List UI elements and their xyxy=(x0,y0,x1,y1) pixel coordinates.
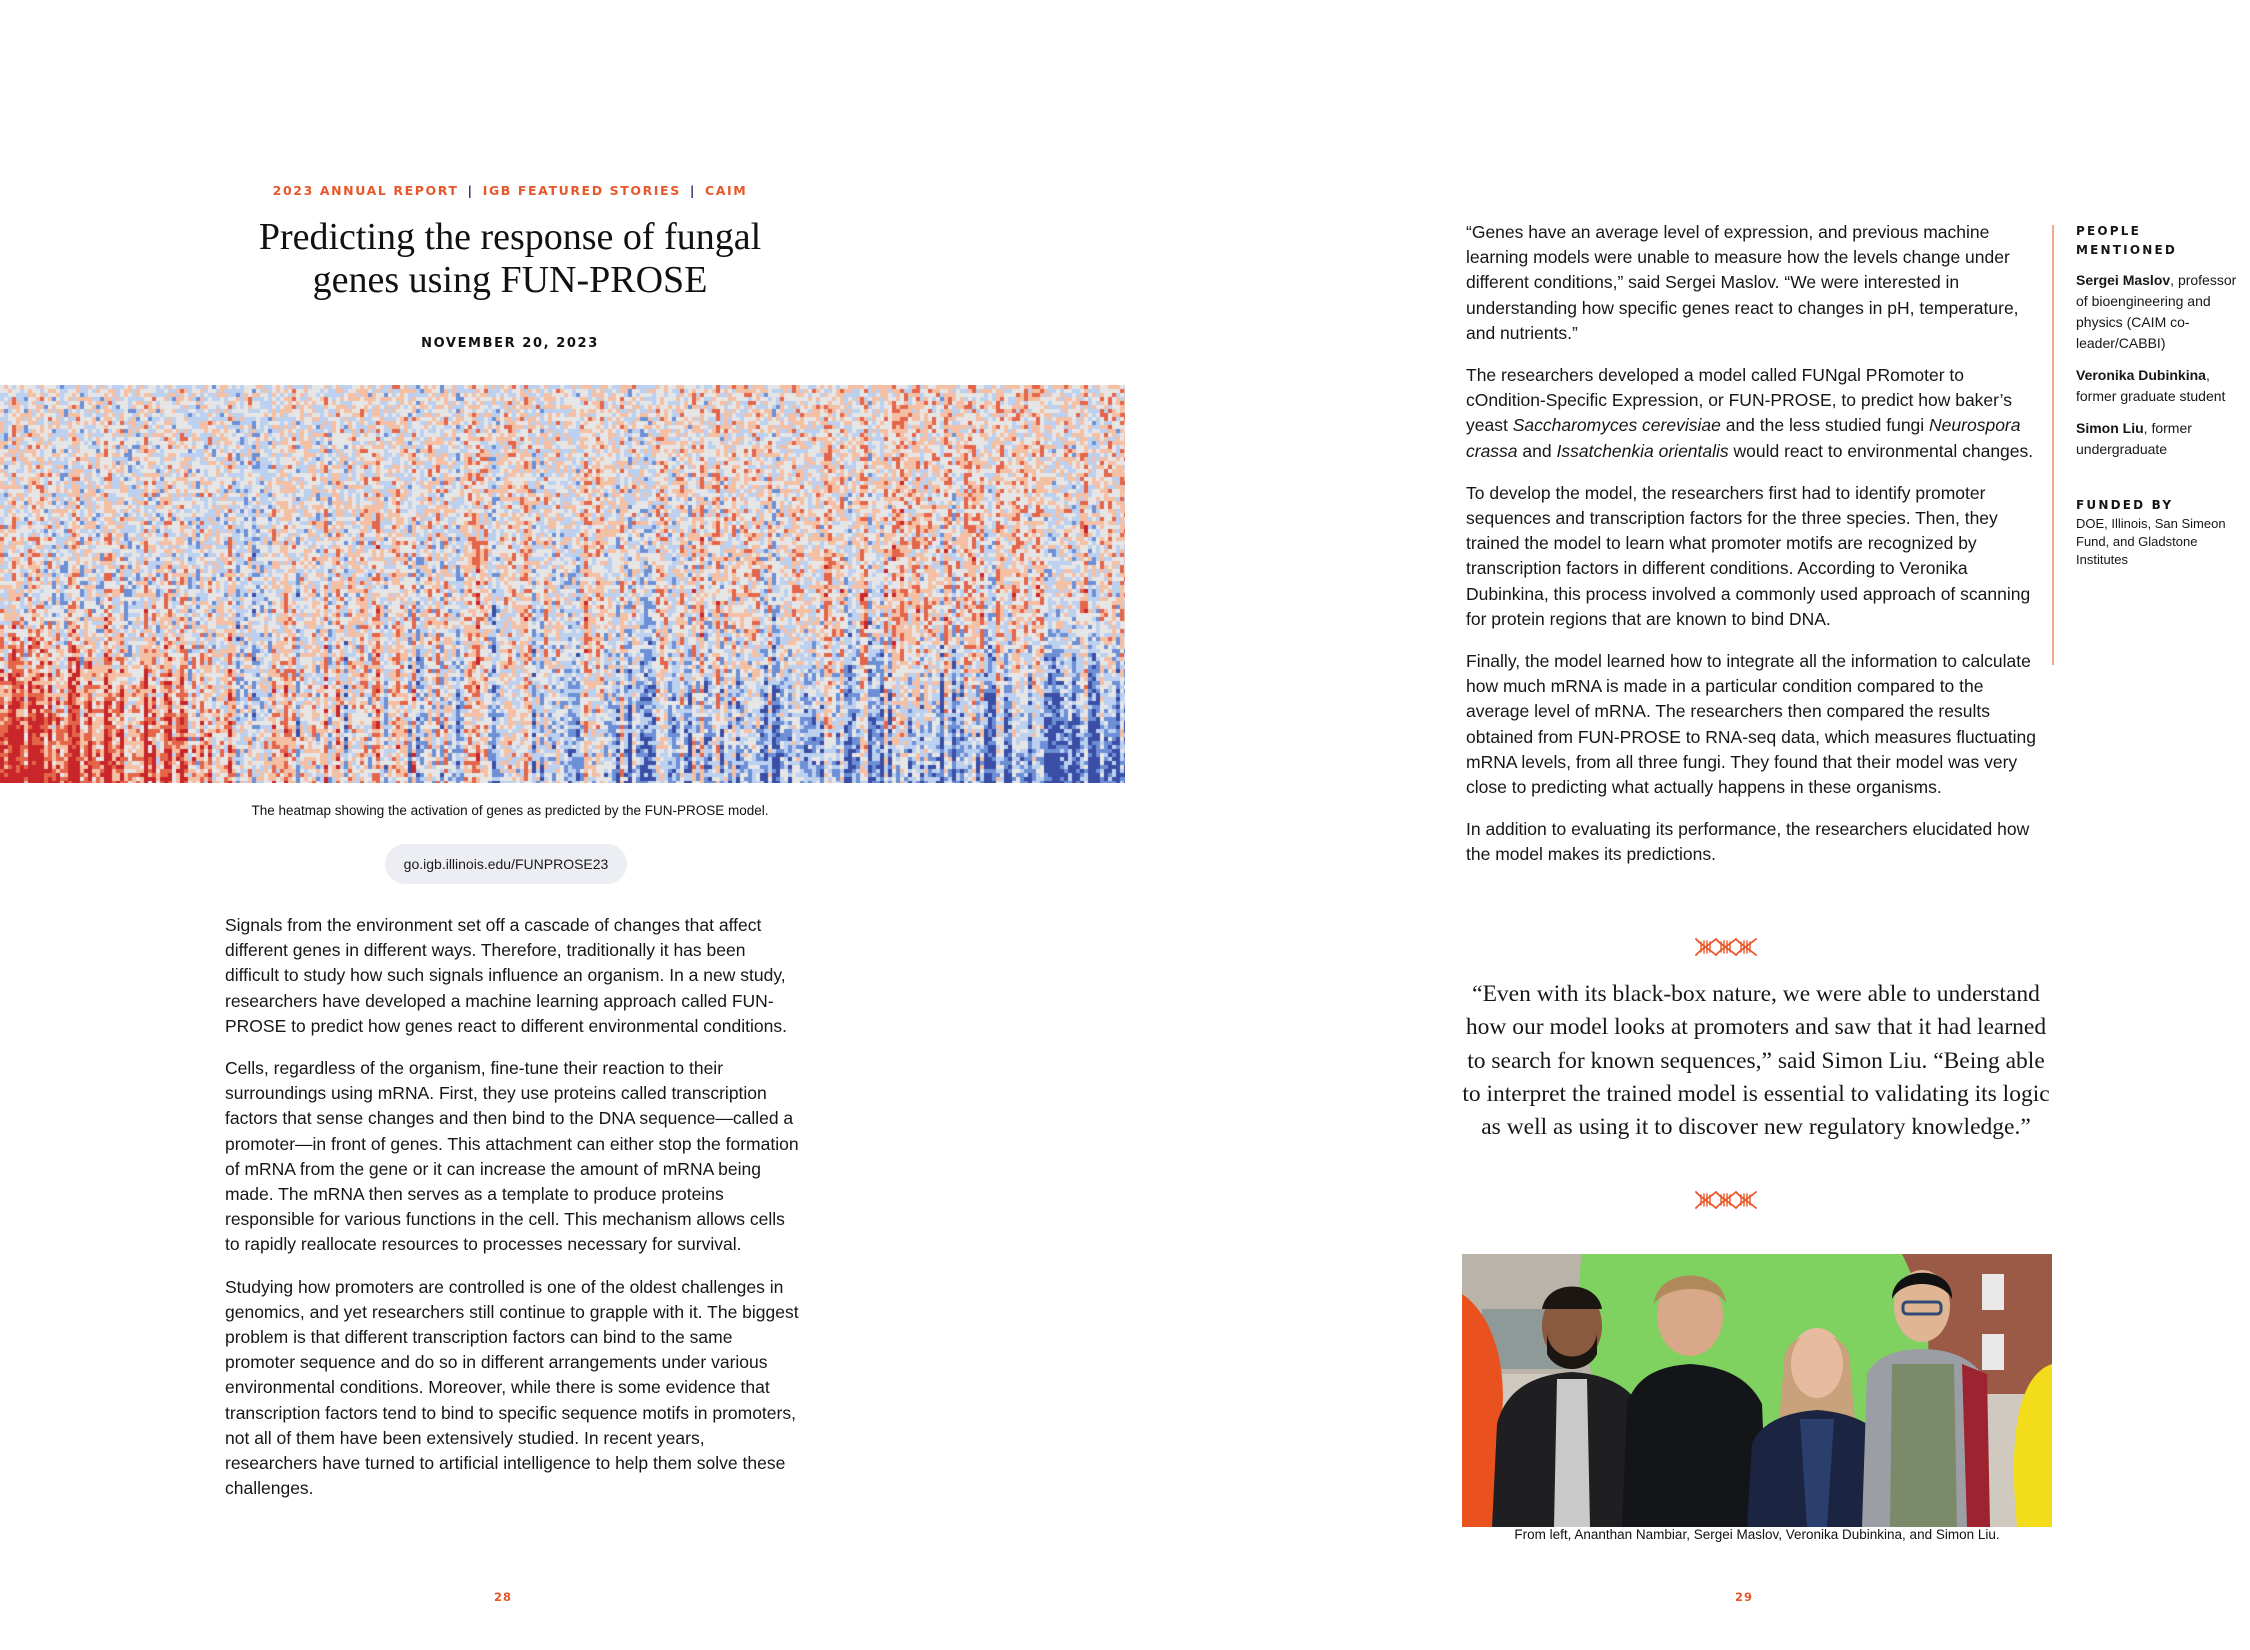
funded-by-heading: FUNDED BY xyxy=(2076,498,2174,512)
person-entry: Sergei Maslov, professor of bioengineering and physics (CAIM co-leader/CABBI) xyxy=(2076,272,2237,351)
person-name: Sergei Maslov xyxy=(2076,272,2171,288)
page-number-left: 28 xyxy=(494,1590,513,1604)
funprose-link[interactable]: go.igb.illinois.edu/FUNPROSE23 xyxy=(385,844,627,884)
left-article-body xyxy=(225,913,800,1518)
kicker-separator: | xyxy=(689,183,696,198)
group-photo xyxy=(1462,1254,2052,1527)
heatmap-caption: The heatmap showing the activation of genes as predicted by the FUN-PROSE model. xyxy=(251,803,769,818)
kicker-caim[interactable]: CAIM xyxy=(704,183,748,198)
text-run: The researchers developed a model called FUNgal PRomoter to cOndition-Specific Expression, or FUN-PROSE, to predict how baker’s yeast xyxy=(1466,365,2012,436)
title-line-2: genes using FUN-PROSE xyxy=(312,259,708,301)
body-paragraph: Finally, the model learned how to integrate all the information to calculate how much mRNA is made in a particular condition compared to the average level of mRNA. The researchers then compared the results obtained from FUN-PROSE to RNA-seq data, which measures fluctuating mRNA levels, from all three fungi. They found that their model was very close to predicting what actually happens in these organisms. xyxy=(1466,651,2036,798)
person-role: professor of bioengineering and physics (CAIM co-leader/CABBI) xyxy=(2076,272,2237,351)
kicker-annual-report[interactable]: 2023 ANNUAL REPORT xyxy=(272,183,459,198)
person-role: former undergraduate xyxy=(2076,420,2192,457)
building-window xyxy=(1982,1334,2004,1370)
article-date: NOVEMBER 20, 2023 xyxy=(421,336,599,351)
text-run: and xyxy=(1517,440,1557,461)
body-paragraph: In addition to evaluating its performance, the researchers elucidated how the model makes its predictions. xyxy=(1466,819,2030,865)
building-window xyxy=(1982,1274,2004,1310)
species-name: Issatchenkia orientalis xyxy=(1556,440,1729,461)
person-entry: Veronika Dubinkina, former graduate student xyxy=(2076,367,2226,404)
body-paragraph: Cells, regardless of the organism, fine-tune their reaction to their surroundings using mRNA. First, they use proteins called transcription factors that sense changes and then bind to the DNA sequence—called a promoter—in front of genes. This attachment can either stop the formation of mRNA from the gene or it can increase the amount of mRNA being made. The mRNA then serves as a template to produce proteins responsible for various functions in the cell. This mechanism allows cells to rapidly reallocate resources to processes necessary for survival. xyxy=(225,1058,799,1255)
body-paragraph: To develop the model, the researchers first had to identify promoter sequences and transcription factors for the three species. Then, they trained the model to learn what promoter motifs are recognized by transcription factors in different conditions. According to Veronika Dubinkina, this process involved a commonly used approach of scanning for protein regions that are known to bind DNA. xyxy=(1466,482,2031,629)
body-paragraph: Signals from the environment set off a cascade of changes that affect different genes in different ways. Therefore, traditionally it has been difficult to study how such signals influence an organism. In a new study, researchers have developed a machine learning approach called FUN-PROSE to predict how genes react to different environmental conditions. xyxy=(225,915,787,1036)
person-name: Veronika Dubinkina xyxy=(2076,367,2206,383)
dna-helix-icon xyxy=(1695,1190,1757,1210)
section-kicker xyxy=(0,183,1020,198)
kicker-separator: | xyxy=(467,183,474,198)
page-number-right: 29 xyxy=(1735,1590,1754,1604)
body-paragraph: “Genes have an average level of expression, and previous machine learning models were unable to measure how the levels change under different conditions,” said Sergei Maslov. “We were interested in understanding how specific genes react to changes in pH, temperature, and nutrients.” xyxy=(1466,222,2019,343)
body-paragraph: Studying how promoters are controlled is one of the oldest challenges in genomics, and yet researchers still continue to grapple with it. The biggest problem is that different transcription factors can bind to the same promoter sequence and do so in different arrangements under various environmental conditions. Moreover, while there is some evidence that transcription factors tend to bind to specific sequence motifs in promoters, not all of them have been extensively studied. In recent years, researchers have turned to artificial intelligence to help them solve these challenges. xyxy=(225,1276,799,1499)
species-name: Neurospora crassa xyxy=(1466,415,2021,461)
right-article-body xyxy=(1466,220,2046,885)
text-run: would react to environmental changes. xyxy=(1728,440,2034,461)
title-line-1: Predicting the response of fungal xyxy=(258,216,762,258)
species-name: Saccharomyces cerevisiae xyxy=(1512,415,1721,436)
pull-quote: “Even with its black-box nature, we were able to understand how our model looks at promoters and saw that it had learned to search for known sequences,” said Simon Liu. “Being able to interpret the trained model is essential to validating its logic as well as using it to discover new regulatory knowledge.” xyxy=(1462,981,2050,1141)
kicker-featured-stories[interactable]: IGB FEATURED STORIES xyxy=(482,183,681,198)
photo-caption: From left, Ananthan Nambiar, Sergei Maslov, Veronika Dubinkina, and Simon Liu. xyxy=(1514,1527,2000,1542)
people-mentioned-heading: PEOPLE MENTIONED xyxy=(2076,224,2178,257)
person-entry: Simon Liu, former undergraduate xyxy=(2076,420,2192,457)
sidebar xyxy=(2076,222,2246,569)
person-role: former graduate student xyxy=(2076,388,2226,404)
article-title xyxy=(0,216,1020,302)
sidebar-divider xyxy=(2052,225,2054,665)
person-name: Simon Liu xyxy=(2076,420,2144,436)
body-paragraph xyxy=(1466,363,2046,464)
gene-activation-heatmap xyxy=(0,385,1125,783)
text-run: and the less studied fungi xyxy=(1720,415,1930,436)
dna-helix-icon xyxy=(1695,937,1757,957)
funders: DOE, Illinois, San Simeon Fund, and Gladstone Institutes xyxy=(2076,516,2226,567)
